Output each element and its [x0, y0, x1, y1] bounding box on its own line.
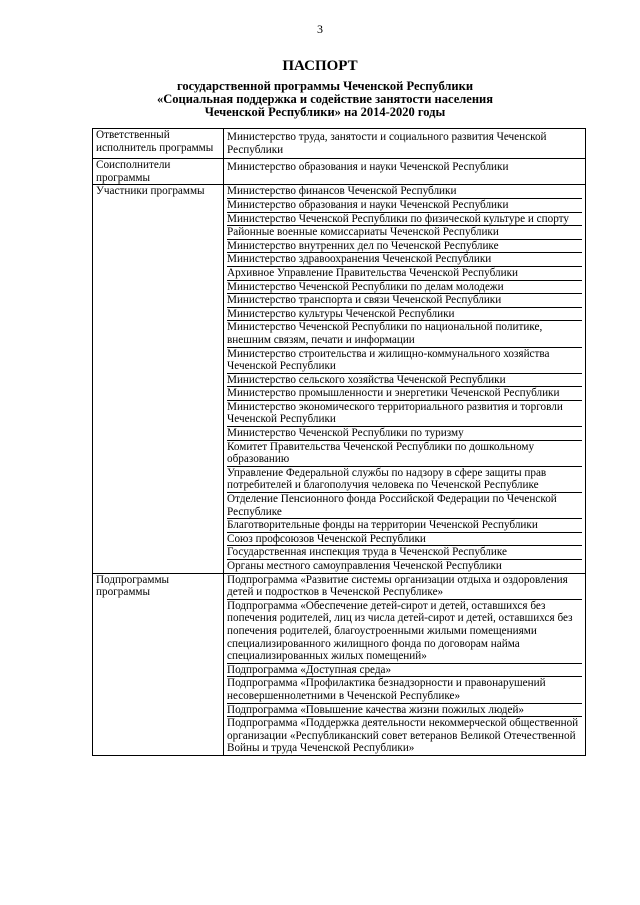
passport-item: Подпрограмма «Поддержка деятельности некоммерческой общественной организации «Республиканский совет ветеранов Великой Отечественной Войны и труда Чеченской Республики»: [227, 717, 579, 755]
passport-item: Подпрограмма «Обеспечение детей-сирот и детей, оставшихся без попечения родителей, лиц из числа детей-сирот и детей, оставшихся без попечения родителей, благоустроенными жилыми помещениями специализированного жилищного фонда по договорам найма специализированных жилых помещений»: [227, 600, 582, 664]
subtitle-line: государственной программы Чеченской Республики: [176, 79, 474, 93]
passport-item: Благотворительные фонды на территории Чеченской Республики: [227, 519, 582, 533]
page-number: 3: [317, 22, 323, 36]
passport-row-label: Подпрограммы программы: [93, 573, 224, 755]
passport-item: Министерство транспорта и связи Чеченской Республики: [227, 294, 582, 308]
passport-table: [92, 128, 586, 756]
passport-item: Союз профсоюзов Чеченской Республики: [227, 533, 582, 547]
passport-table-body: [93, 129, 586, 756]
passport-item: Министерство Чеченской Республики по туризму: [227, 427, 582, 441]
passport-row: [93, 129, 586, 159]
passport-item: Министерство образования и науки Чеченской Республики: [227, 199, 582, 213]
passport-item: Министерство Чеченской Республики по национальной политике, внешним связям, печати и информации: [227, 321, 582, 347]
passport-item: Министерство труда, занятости и социального развития Чеченской Республики: [227, 131, 547, 156]
passport-item: Управление Федеральной службы по надзору в сфере защиты прав потребителей и благополучия человека по Чеченской Республике: [227, 467, 582, 493]
subtitle-line: «Социальная поддержка и содействие занятости населения: [156, 92, 493, 106]
subtitle-line: Чеченской Республики» на 2014-2020 годы: [204, 105, 446, 119]
passport-item: Архивное Управление Правительства Чеченской Республики: [227, 267, 582, 281]
passport-row-label: Соисполнители программы: [93, 159, 224, 185]
passport-row-values: [224, 573, 586, 755]
passport-row-values: [224, 129, 586, 159]
passport-row: [93, 185, 586, 573]
passport-item: Министерство Чеченской Республики по физической культуре и спорту: [227, 213, 582, 227]
passport-item: Министерство финансов Чеченской Республики: [227, 185, 582, 199]
document-subtitle: [90, 80, 560, 119]
passport-item: Министерство промышленности и энергетики Чеченской Республики: [227, 387, 582, 401]
passport-item: Министерство Чеченской Республики по делам молодежи: [227, 281, 582, 295]
passport-row-values: [224, 159, 586, 185]
passport-item: Подпрограмма «Повышение качества жизни пожилых людей»: [227, 704, 582, 718]
document-title: ПАСПОРТ: [282, 58, 358, 74]
passport-item: Министерство культуры Чеченской Республики: [227, 308, 582, 322]
passport-item: Подпрограмма «Профилактика безнадзорности и правонарушений несовершеннолетними в Чеченской Республике»: [227, 677, 582, 703]
passport-item: Министерство образования и науки Чеченской Республики: [227, 161, 509, 174]
passport-item: Министерство внутренних дел по Чеченской Республике: [227, 240, 582, 254]
passport-row-label: Участники программы: [93, 185, 224, 573]
passport-item: Подпрограмма «Доступная среда»: [227, 664, 582, 678]
passport-row-values: [224, 185, 586, 573]
passport-item: Министерство экономического территориального развития и торговли Чеченской Республики: [227, 401, 582, 427]
passport-item: Государственная инспекция труда в Чеченской Республике: [227, 546, 582, 560]
passport-item: Подпрограмма «Развитие системы организации отдыха и оздоровления детей и подростков в Чеченской Республике»: [227, 574, 582, 600]
passport-item: Министерство сельского хозяйства Чеченской Республики: [227, 374, 582, 388]
passport-item: Отделение Пенсионного фонда Российской Федерации по Чеченской Республике: [227, 493, 582, 519]
passport-item: Районные военные комиссариаты Чеченской Республики: [227, 226, 582, 240]
passport-row: [93, 573, 586, 755]
passport-item: Органы местного самоуправления Чеченской Республики: [227, 560, 502, 572]
passport-item: Комитет Правительства Чеченской Республики по дошкольному образованию: [227, 441, 582, 467]
passport-row: [93, 159, 586, 185]
passport-row-label: Ответственный исполнитель программы: [93, 129, 224, 159]
passport-item: Министерство строительства и жилищно-коммунального хозяйства Чеченской Республики: [227, 348, 582, 374]
passport-item: Министерство здравоохранения Чеченской Республики: [227, 253, 582, 267]
